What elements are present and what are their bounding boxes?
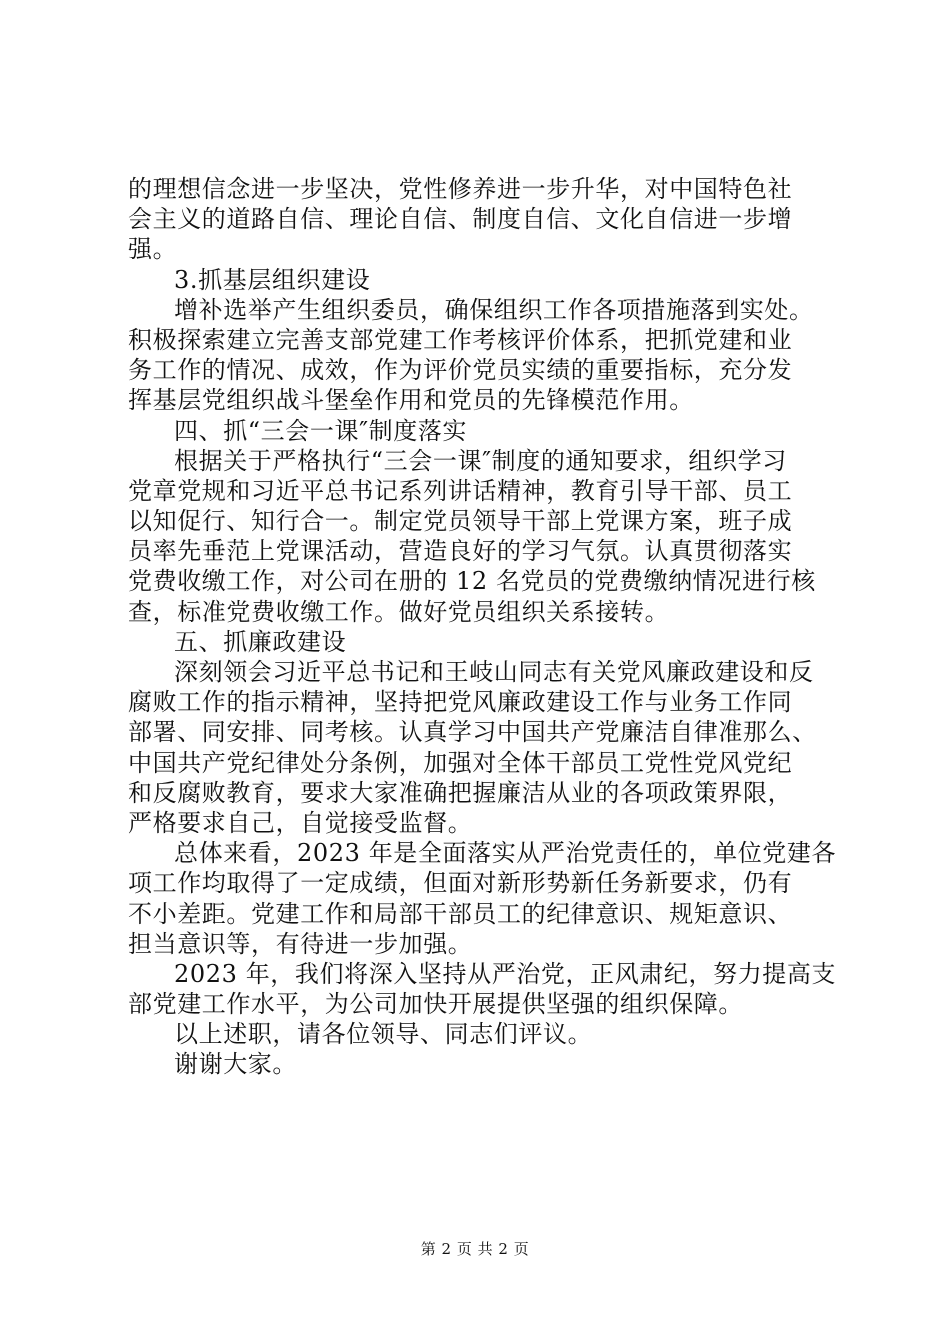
text-line: 部党建工作水平，为公司加快开展提供坚强的组织保障。 (128, 990, 743, 1019)
text-line: 中国共产党纪律处分条例，加强对全体干部员工党性党风党纪 (128, 748, 793, 777)
text-line: 务工作的情况、成效，作为评价党员实绩的重要指标，充分发 (128, 356, 793, 385)
text-line: 谢谢大家。 (174, 1050, 297, 1079)
text-line: 不小差距。党建工作和局部干部员工的纪律意识、规矩意识、 (128, 899, 793, 928)
text-line: 五、抓廉政建设 (174, 627, 347, 656)
text-line: 的理想信念进一步坚决，党性修养进一步升华，对中国特色社 (128, 175, 793, 203)
text-line: 挥基层党组织战斗堡垒作用和党员的先锋模范作用。 (128, 386, 694, 415)
text-line: 2023 年，我们将深入坚持从严治党，正风肃纪，努力提高支 (174, 959, 837, 988)
text-line: 党费收缴工作，对公司在册的 12 名党员的党费缴纳情况进行核 (128, 567, 816, 596)
text-line: 积极探索建立完善支部党建工作考核评价体系，把抓党建和业 (128, 325, 793, 354)
text-line: 项工作均取得了一定成绩，但面对新形势新任务新要求，仍有 (128, 869, 793, 898)
text-line: 以上述职，请各位领导、同志们评议。 (174, 1020, 593, 1049)
text-line: 四、抓“三会一课″制度落实 (174, 416, 468, 445)
text-line: 部署、同安排、同考核。认真学习中国共产党廉洁自律准那么、 (128, 718, 817, 747)
text-line: 员率先垂范上党课活动，营造良好的学习气氛。认真贯彻落实 (128, 537, 793, 566)
text-line: 增补选举产生组织委员，确保组织工作各项措施落到实处。 (174, 295, 814, 324)
text-line: 腐败工作的指示精神，坚持把党风廉政建设工作与业务工作同 (128, 688, 793, 717)
text-line: 和反腐败教育，要求大家准确把握廉洁从业的各项政策界限， (128, 778, 793, 807)
text-line: 总体来看，2023 年是全面落实从严治党责任的，单位党建各 (174, 839, 837, 868)
text-line: 会主义的道路自信、理论自信、制度自信、文化自信进一步增 (128, 205, 793, 234)
document-body (128, 174, 837, 1080)
text-line: 查，标准党费收缴工作。做好党员组织关系接转。 (128, 597, 670, 626)
text-line: 党章党规和习近平总书记系列讲话精神，教育引导干部、员工 (128, 476, 793, 505)
page-footer: 第 2 页 共 2 页 (420, 1240, 530, 1258)
text-line: 以知促行、知行合一。制定党员领导干部上党课方案，班子成 (128, 507, 793, 536)
text-line: 担当意识等，有待进一步加强。 (128, 929, 473, 958)
text-line: 严格要求自己，自觉接受监督。 (128, 808, 473, 837)
text-line: 根据关于严格执行“三会一课″制度的通知要求，组织学习 (174, 446, 787, 475)
text-line: 深刻领会习近平总书记和王岐山同志有关党风廉政建设和反 (174, 658, 814, 686)
text-line: 强。 (128, 235, 178, 264)
text-line: 3.抓基层组织建设 (174, 265, 371, 294)
